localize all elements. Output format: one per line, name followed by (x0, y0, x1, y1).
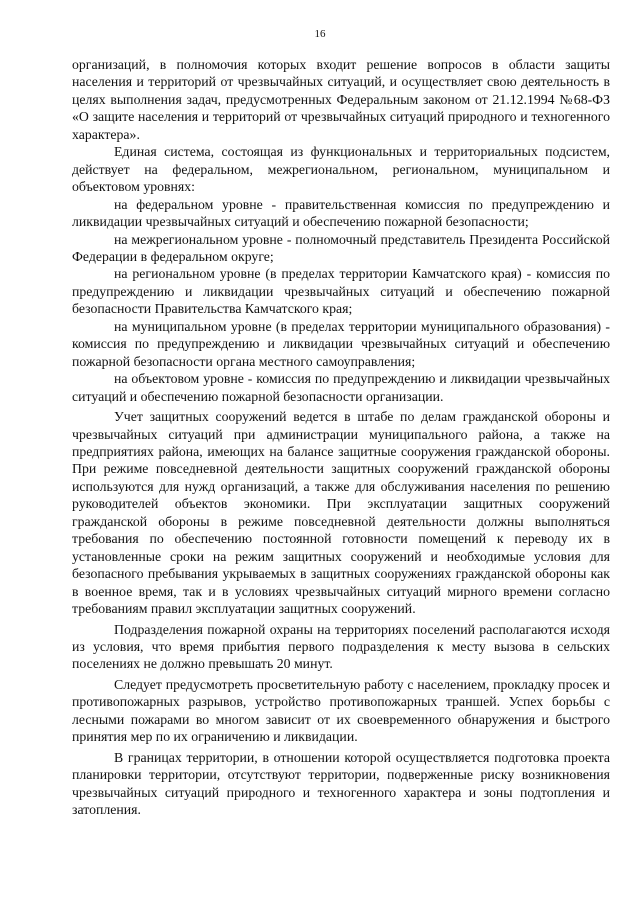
paragraph-planning-territory: В границах территории, в отношении которой осуществляется подготовка проекта планировки территории, отсутствуют территории, подверженные риску возникновения чрезвычайных ситуаций природного и техногенного характера и зоны подтопления и затопления. (72, 749, 610, 818)
list-item-regional-level: на региональном уровне (в пределах территории Камчатского края) - комиссия по предупреждению и ликвидации чрезвычайных ситуаций и обеспечению пожарной безопасности Правительства Камчатского края; (72, 266, 610, 317)
list-item-municipal-level: на муниципальном уровне (в пределах территории муниципального образования) - комиссия по предупреждению и ликвидации чрезвычайных ситуаций и обеспечению пожарной безопасности органа местного самоуправления; (72, 318, 610, 369)
list-item-federal-level: на федеральном уровне - правительственная комиссия по предупреждению и ликвидации чрезвычайных ситуаций и обеспечению пожарной безопасности; (72, 196, 610, 230)
list-item-interregional-level: на межрегиональном уровне - полномочный представитель Президента Российской Федерации в федеральном округе; (72, 231, 610, 264)
paragraph-unified-system: Единая система, состоящая из функциональных и территориальных подсистем, действует на федеральном, межрегиональном, региональном, муниципальном и объектовом уровнях: (72, 144, 610, 195)
paragraph-fire-protection-units: Подразделения пожарной охраны на территориях поселений располагаются исходя из условия, что время прибытия первого подразделения к месту вызова в сельских поселениях не должно превышать 20 минут. (72, 621, 610, 672)
page-number: 16 (314, 28, 326, 40)
paragraph-continuation: организаций, в полномочия которых входит решение вопросов в области защиты населения и территорий от чрезвычайных ситуаций, и осуществляет свою деятельность в целях выполнения задач, предусмотренных Федеральным законом от 21.12.1994 №68-ФЗ «О защите населения и территорий от чрезвычайных ситуаций природного и техногенного характера». (72, 57, 610, 142)
list-item-object-level: на объектовом уровне - комиссия по предупреждению и ликвидации чрезвычайных ситуаций и обеспечению пожарной безопасности организации. (72, 371, 610, 404)
document-body (72, 56, 610, 818)
paragraph-outreach-work: Следует предусмотреть просветительную работу с населением, прокладку просек и противопожарных разрывов, устройство противопожарных траншей. Успех борьбы с лесными пожарами во многом зависит от их своевременного обнаружения и быстрого принятия мер по их ограничению и ликвидации. (72, 676, 610, 745)
paragraph-protective-structures: Учет защитных сооружений ведется в штабе по делам гражданской обороны и чрезвычайных ситуаций при администрации муниципального района, а также на предприятиях района, имеющих на балансе защитные сооружения гражданской обороны. При режиме повседневной деятельности защитных сооружений гражданской обороны используются для нужд организаций, а также для обслуживания населения по решению руководителей объектов экономики. При эксплуатации защитных сооружений гражданской обороны в режиме повседневной деятельности должны выполняться требования по обеспечению постоянной готовности помещений к переводу их в установленные сроки на режим защитных сооружений и необходимые условия для безопасного пребывания укрываемых в защитных сооружениях гражданской обороны как в военное время, так и в условиях чрезвычайных ситуаций мирного времени согласно требованиям правил эксплуатации защитных сооружений. (72, 409, 610, 617)
